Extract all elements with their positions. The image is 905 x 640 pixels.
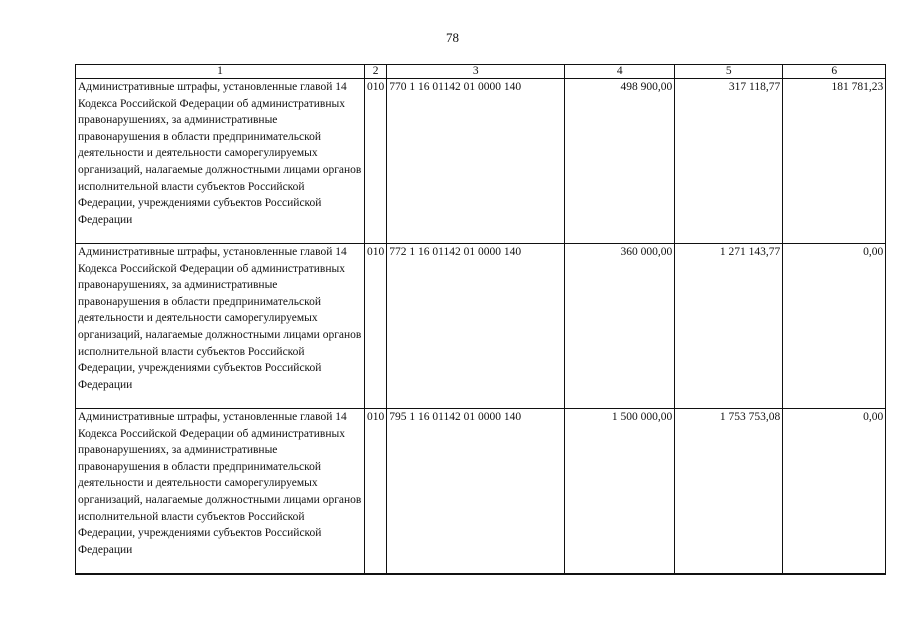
row-col5-value: 1 271 143,77 <box>675 244 783 409</box>
row-col5-value: 317 118,77 <box>675 79 783 244</box>
row-name: Административные штрафы, установленные главой 14 Кодекса Российской Федерации об административных правонарушениях, за административные правонарушения в области предпринимательской деятельности и деятельности саморегулируемых организаций, налагаемые должностными лицами органов исполнительной власти субъектов Российской Федерации, учреждениями субъектов Российской Федерации <box>76 79 365 244</box>
column-header-6: 6 <box>783 65 886 79</box>
row-col6-value: 181 781,23 <box>783 79 886 244</box>
column-header-5: 5 <box>675 65 783 79</box>
row-col4-value: 1 500 000,00 <box>565 409 675 575</box>
column-header-2: 2 <box>365 65 387 79</box>
column-number-row <box>76 65 886 79</box>
row-col4-value: 498 900,00 <box>565 79 675 244</box>
page-number: 78 <box>446 30 459 45</box>
row-admin-code: 010 <box>365 244 387 409</box>
row-admin-code: 010 <box>365 79 387 244</box>
table-row <box>76 79 886 244</box>
column-header-3: 3 <box>387 65 565 79</box>
row-col6-value: 0,00 <box>783 244 886 409</box>
row-name: Административные штрафы, установленные главой 14 Кодекса Российской Федерации об административных правонарушениях, за административные правонарушения в области предпринимательской деятельности и деятельности саморегулируемых организаций, налагаемые должностными лицами органов исполнительной власти субъектов Российской Федерации, учреждениями субъектов Российской Федерации <box>76 244 365 409</box>
row-col6-value: 0,00 <box>783 409 886 575</box>
row-income-code: 772 1 16 01142 01 0000 140 <box>387 244 565 409</box>
row-col5-value: 1 753 753,08 <box>675 409 783 575</box>
column-header-4: 4 <box>565 65 675 79</box>
column-header-1: 1 <box>76 65 365 79</box>
table-row <box>76 244 886 409</box>
table-row <box>76 409 886 575</box>
row-income-code: 795 1 16 01142 01 0000 140 <box>387 409 565 575</box>
budget-table <box>75 64 886 575</box>
row-name: Административные штрафы, установленные главой 14 Кодекса Российской Федерации об административных правонарушениях, за административные правонарушения в области предпринимательской деятельности и деятельности саморегулируемых организаций, налагаемые должностными лицами органов исполнительной власти субъектов Российской Федерации, учреждениями субъектов Российской Федерации <box>76 409 365 575</box>
row-income-code: 770 1 16 01142 01 0000 140 <box>387 79 565 244</box>
row-col4-value: 360 000,00 <box>565 244 675 409</box>
row-admin-code: 010 <box>365 409 387 575</box>
